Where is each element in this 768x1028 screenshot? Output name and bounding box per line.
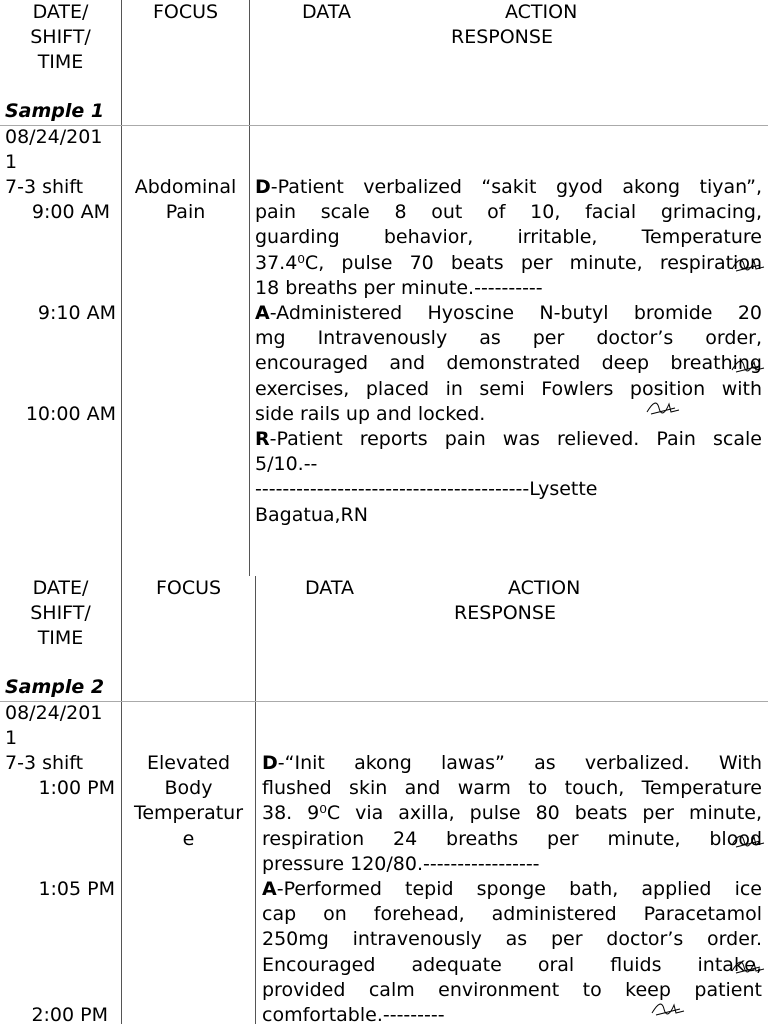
data-note-line: pressure 120/80.----------------- — [262, 852, 540, 875]
initials-signature-icon — [645, 398, 681, 418]
header-data: DATA — [302, 1, 351, 23]
nurse-signature-line: ----------------------------------------Lysette — [255, 478, 598, 501]
date-line: 1 — [5, 151, 18, 174]
data-note-line — [262, 751, 762, 776]
focus-line: Elevated — [146, 752, 231, 774]
dar-notes — [255, 175, 762, 528]
header-focus: FOCUS — [155, 577, 222, 599]
focus-text — [122, 175, 249, 225]
initials-signature-icon — [730, 356, 766, 376]
data-note-line — [255, 175, 762, 200]
action-note-line: 250mg intravenously as per doctor’s order. — [262, 928, 762, 951]
focus-line: e — [182, 827, 195, 850]
note-text: -Administered Hyoscine N-butyl bromide 20 — [269, 302, 762, 325]
entry-time: 1:05 PM — [38, 878, 115, 900]
action-note-line: comfortable.--------- — [262, 1004, 445, 1027]
data-label: D — [255, 176, 271, 198]
date-line: 1 — [5, 727, 18, 750]
action-note-line: cap on forehead, administered Paracetamol — [262, 903, 762, 926]
action-label: A — [255, 302, 270, 325]
header-action: ACTION — [505, 1, 578, 23]
date-line: 08/24/201 — [5, 702, 103, 724]
entry-date — [5, 125, 102, 175]
action-note-line: encouraged and demonstrated deep breathing — [255, 352, 762, 375]
data-note-line: flushed skin and warm to touch, Temperature — [262, 777, 762, 800]
header-response: RESPONSE — [454, 602, 556, 624]
data-note-line: 18 breaths per minute.---------- — [255, 276, 543, 299]
focus-line: Body — [164, 777, 213, 800]
initials-signature-icon — [730, 831, 766, 851]
entry-time: 1:00 PM — [38, 777, 115, 799]
action-note-line: Encouraged adequate oral fluids intake, — [262, 953, 762, 976]
focus-line: Abdominal — [134, 176, 237, 198]
focus-text — [122, 751, 255, 852]
data-note-line: guarding behavior, irritable, Temperature — [255, 226, 762, 249]
header-row-divider — [0, 701, 768, 702]
data-note-line: respiration 24 breaths per minute, blood — [262, 827, 762, 850]
header-action: ACTION — [508, 577, 581, 599]
column-divider — [121, 0, 122, 576]
nurse-signature-line: Bagatua,RN — [255, 503, 368, 526]
response-note-line — [255, 427, 762, 452]
header-date-shift-time — [0, 0, 121, 76]
column-divider — [255, 576, 256, 1024]
focus-line: Temperatur — [133, 802, 244, 825]
header-date: DATE/ — [32, 577, 89, 599]
action-note-line — [255, 301, 762, 326]
action-note-line — [262, 877, 762, 902]
entry-time: 10:00 AM — [25, 403, 116, 425]
entry-time: 9:00 AM — [31, 201, 110, 223]
header-response: RESPONSE — [451, 26, 553, 48]
column-divider — [249, 0, 250, 576]
date-line: 08/24/201 — [5, 126, 103, 148]
sample-label: Sample 2 — [5, 676, 105, 698]
action-note-line: provided calm environment to keep patient — [262, 978, 762, 1001]
initials-signature-icon — [730, 957, 766, 977]
response-label: R — [255, 428, 270, 451]
response-note-line: 5/10.-- — [255, 453, 318, 476]
header-date-shift-time — [0, 576, 121, 652]
entry-date — [5, 701, 102, 751]
header-focus: FOCUS — [152, 1, 219, 23]
initials-signature-icon — [730, 255, 766, 275]
note-text: -“Init akong lawas” as verbalized. With — [277, 752, 762, 774]
entry-time: 2:00 PM — [31, 1004, 108, 1026]
dar-notes — [262, 751, 762, 1028]
entry-time: 9:10 AM — [37, 302, 116, 324]
focus-line: Pain — [165, 201, 206, 224]
header-shift: SHIFT/ — [30, 26, 91, 49]
header-shift: SHIFT/ — [30, 602, 91, 625]
note-text: -Performed tepid sponge bath, applied ice — [276, 878, 762, 901]
entry-shift: 7-3 shift — [5, 752, 84, 774]
initials-signature-icon — [650, 999, 686, 1019]
action-label: A — [262, 878, 277, 901]
header-data: DATA — [305, 577, 354, 599]
data-label: D — [262, 752, 278, 774]
note-text: -Patient reports pain was relieved. Pain scale — [269, 428, 762, 451]
data-note-line: 38. 9⁰C via axilla, pulse 80 beats per minute, — [262, 802, 762, 825]
data-note-line: pain scale 8 out of 10, facial grimacing, — [255, 201, 762, 224]
sample-label: Sample 1 — [5, 100, 105, 122]
action-note-line: mg Intravenously as per doctor’s order, — [255, 327, 762, 350]
header-row-divider — [0, 125, 768, 126]
data-note-line: 37.4⁰C, pulse 70 beats per minute, respiration — [255, 251, 762, 274]
header-time: TIME — [37, 627, 84, 650]
action-note-line: side rails up and locked. — [255, 402, 486, 425]
header-date: DATE/ — [32, 1, 89, 23]
entry-shift: 7-3 shift — [5, 176, 84, 198]
note-text: -Patient verbalized “sakit gyod akong tiyan”, — [270, 176, 762, 198]
action-note-line: exercises, placed in semi Fowlers position with — [255, 377, 762, 400]
header-time: TIME — [37, 51, 84, 74]
nursing-notes-table-sample-2 — [0, 576, 768, 1027]
